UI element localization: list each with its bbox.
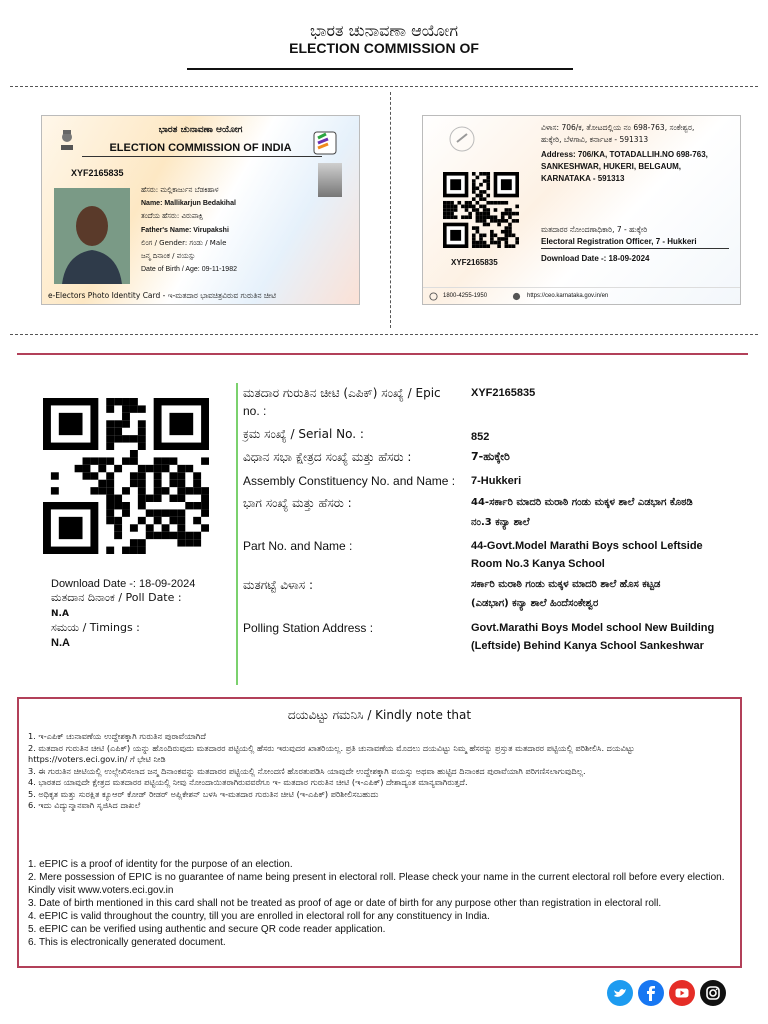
serial-label: ಕ್ರಮ ಸಂಖ್ಯೆ / Serial No. : (243, 427, 364, 441)
hologram-logo-icon (447, 124, 477, 154)
qr-code-small (443, 172, 519, 248)
person-photo-icon (54, 188, 130, 284)
serial-value: 852 (471, 431, 490, 443)
card-footer: e-Electors Photo Identity Card - ಇ-ಮತದಾರ ಭಾವಚಿತ್ರವಿರುವ ಗುರುತಿನ ಚೀಟಿ (48, 291, 276, 300)
note-en-item: 4. eEPIC is valid throughout the country, till you are enrolled in electoral roll for any constituency in India. (28, 911, 490, 922)
card-title-underline (82, 156, 322, 157)
poll-date-value: N.A (51, 609, 69, 619)
polling-address-kannada-cont: (ಎಡಭಾಗ) ಕನ್ಯಾ ಶಾಲೆ ಹಿಂದೆಸಂಕೇಶ್ವರ (471, 598, 599, 609)
voter-name-kannada: ಹೆಸರು: ಮಲ್ಲಿಕಾರ್ಜುನ ಬೆಡಕಿಹಾಳ (141, 186, 219, 194)
constituency-label-kannada: ವಿಧಾನ ಸಭಾ ಕ್ಷೇತ್ರದ ಸಂಖ್ಯೆ ಮತ್ತು ಹೆಸರು : (243, 450, 412, 464)
part-value: 44-Govt.Model Marathi Boys school Leftside (471, 540, 703, 552)
timings-label: ಸಮಯ / Timings : (51, 621, 140, 634)
constituency-value: 7-Hukkeri (471, 475, 522, 487)
title-underline (187, 68, 573, 70)
voter-photo-thumbnail (318, 163, 342, 197)
part-label-kannada: ಭಾಗ ಸಂಖ್ಯೆ ಮತ್ತು ಹೆಸರು : (243, 496, 352, 510)
card-title: ELECTION COMMISSION OF INDIA (109, 142, 292, 154)
globe-icon (512, 292, 521, 301)
ero-kannada: ಮತದಾರರ ನೋಂದಣಾಧಿಕಾರಿ, 7 - ಹುಕ್ಕೇರಿ (541, 225, 648, 234)
epic-value: XYF2165835 (471, 387, 536, 399)
note-en-item: 5. eEPIC can be verified using authentic and secure QR code reader application. (28, 924, 386, 935)
polling-address: Govt.Marathi Boys Model school New Building (471, 622, 715, 634)
note-en-item: 6. This is electronically generated document. (28, 937, 226, 948)
facebook-icon[interactable] (638, 980, 664, 1006)
part-value-kannada: 44-ಸರ್ಕಾರಿ ಮಾದರಿ ಮರಾಠಿ ಗಂಡು ಮಕ್ಕಳ ಶಾಲೆ ಎಡಭಾಗ ಕೊಠಡಿ (471, 497, 693, 508)
website-link[interactable]: https://ceo.karnataka.gov.in/en (527, 293, 609, 299)
date-of-birth: Date of Birth / Age: 09-11-1982 (141, 266, 237, 273)
page-title: ELECTION COMMISSION OF (289, 40, 479, 56)
ero-underline (541, 248, 729, 249)
twitter-icon[interactable] (607, 980, 633, 1006)
gender: ಲಿಂಗ / Gender: ಗಂಡು / Male (141, 239, 227, 247)
cut-line-top (10, 86, 758, 87)
note-kn-item: 6. ಇದು ವಿದ್ಯುನ್ಮಾನವಾಗಿ ಸೃಜಿಸಿದ ದಾಖಲೆ (28, 800, 141, 810)
father-name-kannada: ತಂದೆಯ ಹೆಸರು: ವಿರುಪಾಕ್ಷಿ (141, 212, 204, 220)
voter-name: Name: Mallikarjun Bedakihal (141, 200, 236, 207)
details-divider (236, 383, 238, 685)
address-kannada-line2: ಹುಕ್ಕೇರಿ, ಬೆಳಗಾವಿ, ಕರ್ನಾಟಕ - 591313 (541, 135, 649, 144)
constituency-value-kannada: 7-ಹುಕ್ಕೇರಿ (471, 450, 510, 463)
note-kn-item: 3. ಈ ಗುರುತಿನ ಚೀಟಿಯಲ್ಲಿ ಉಲ್ಲೇಖಿಸಲಾದ ಜನ್ಮ ದಿನಾಂಕವನ್ನು ಮತದಾರರ ಪಟ್ಟಿಯಲ್ಲಿ ನೋಂದಣಿ ಹೊರತುಪಡಿಸಿ ಯಾವುದೇ ಉದ್ದೇಶಕ್ಕಾಗಿ ವಯಸ್ಸು ಅಥವಾ ಹುಟ್ಟಿದ ದಿನಾಂಕದ ಪುರಾವೆಯಾಗಿ ಪರಿಗಣಿಸಲಾಗುವುದಿಲ್ಲ. (28, 765, 586, 776)
address-kannada-line1: ವಿಳಾಸ: 706/ಕ, ತೋಟದಲ್ಲಿಯ ನಂ 698-763, ಸಂಕೇಶ್ವರ, (541, 123, 695, 132)
epic-label-cont: no. : (243, 404, 267, 418)
notes-kannada (28, 731, 733, 812)
polling-address-cont: (Leftside) Behind Kanya School Sankeshwar (471, 640, 704, 652)
card-title-kannada: ಭಾರತ ಚುನಾವಣಾ ಆಯೋಗ (158, 125, 243, 135)
address-line2: SANKESHWAR, HUKERI, BELGAUM, (541, 162, 682, 171)
epic-card-back (422, 115, 741, 305)
poll-date-label: ಮತದಾನ ದಿನಾಂಕ / Poll Date : (51, 591, 182, 604)
part-value-cont: Room No.3 Kanya School (471, 558, 605, 570)
note-kn-item: 1. ಇ-ಎಪಿಕ್ ಚುನಾವಣೆಯ ಉದ್ದೇಶಕ್ಕಾಗಿ ಗುರುತಿನ ಪುರಾವೆಯಾಗಿದೆ (28, 731, 207, 741)
timings-value: N.A (51, 637, 70, 649)
part-value-kannada-cont: ನಂ.3 ಕನ್ಯಾ ಶಾಲೆ (471, 517, 530, 528)
instagram-icon[interactable] (700, 980, 726, 1006)
address-line1: Address: 706/KA, TOTADALLIH.NO 698-763, (541, 150, 708, 159)
note-en-item: 3. Date of birth mentioned in this card shall not be treated as proof of age or date of birth for any purpose other than registration in electoral roll. (28, 898, 662, 909)
page-title-kannada: ಭಾರತ ಚುನಾವಣಾ ಆಯೋಗ (309, 21, 459, 40)
qr-code (43, 398, 209, 554)
epic-label: ಮತದಾರ ಗುರುತಿನ ಚೀಟಿ (ಎಪಿಕ್) ಸಂಖ್ಯೆ / Epic (243, 386, 441, 400)
download-date: Download Date -: 18-09-2024 (51, 578, 196, 590)
epic-card-front (41, 115, 360, 305)
helpline-number: 1800-4255-1950 (443, 293, 488, 299)
cut-line-bottom (10, 334, 758, 335)
section-divider (17, 353, 748, 355)
polling-address-label: Polling Station Address : (243, 621, 374, 635)
contact-bar (423, 287, 740, 305)
phone-icon (429, 292, 438, 301)
note-en-item: 1. eEPIC is a proof of identity for the purpose of an election. (28, 859, 293, 870)
ero-title: Electoral Registration Officer, 7 - Hukkeri (541, 237, 697, 246)
note-kn-item: 4. ಭಾರತದ ಯಾವುದೇ ಕ್ಷೇತ್ರದ ಮತದಾರರ ಪಟ್ಟಿಯಲ್ಲಿ ನೀವು ನೋಂದಾಯಿತರಾಗಿರುವವರೆಗೂ ಇ- ಮತದಾರ ಗುರುತಿನ ಚೀಟಿ (ಇ-ಎಪಿಕ್) ದೇಶಾದ್ಯಂತ ಮಾನ್ಯವಾಗಿರುತ್ತದೆ. (28, 777, 468, 787)
polling-address-kannada: ಸರ್ಕಾರಿ ಮರಾಠಿ ಗಂಡು ಮಕ್ಕಳ ಮಾದರಿ ಶಾಲೆ ಹೊಸ ಕಟ್ಟಡ (471, 579, 661, 590)
address-line3: KARNATAKA - 591313 (541, 174, 625, 183)
note-kn-item: 2. ಮತದಾರ ಗುರುತಿನ ಚೀಟಿ (ಎಪಿಕ್) ಯನ್ನು ಹೊಂದಿರುವುದು ಮತದಾರರ ಪಟ್ಟಿಯಲ್ಲಿ ಹೆಸರು ಇರುವುದರ ಖಾತರಿಯಲ್ಲ. ಪ್ರತಿ ಚುನಾವಣೆಯ ಮೊದಲು ದಯವಿಟ್ಟು ನಿಮ್ಮ ಹೆಸರನ್ನು ಪ್ರಸ್ತುತ ಮತದಾರರ ಪಟ್ಟಿಯಲ್ಲಿ ಪರಿಶೀಲಿಸಿ. ದಯವಿಟ್ಟು https://voters.eci.gov.in/ ಗೆ ಭೇಟಿ ನೀಡಿ (28, 742, 635, 764)
download-date-back: Download Date -: 18-09-2024 (541, 254, 650, 263)
youtube-icon[interactable] (669, 980, 695, 1006)
eci-logo-icon (310, 128, 340, 158)
note-en-item: 2. Mere possession of EPIC is no guarantee of name being present in electoral roll. Please check your name in the current electoral roll before every election. Kindly visit www.voters.eci.gov.in (28, 872, 725, 896)
notes-box (17, 697, 742, 968)
part-label: Part No. and Name : (243, 539, 353, 553)
epic-number: XYF2165835 (71, 168, 124, 178)
epic-number-back: XYF2165835 (451, 258, 498, 267)
father-name: Father's Name: Virupakshi (141, 227, 229, 234)
polling-address-label-kannada: ಮತಗಟ್ಟೆ ವಿಳಾಸ : (243, 578, 314, 592)
cut-line-middle (390, 92, 391, 328)
notes-title: ದಯವಿಟ್ಟು ಗಮನಿಸಿ / Kindly note that (287, 708, 472, 722)
constituency-label: Assembly Constituency No. and Name : (243, 474, 456, 488)
note-kn-item: 5. ಅಧಿಕೃತ ಮತ್ತು ಸುರಕ್ಷಿತ ಕ್ಯೂಆರ್ ಕೋಡ್ ರೀಡರ್ ಅಪ್ಲಿಕೇಶನ್ ಬಳಸಿ ಇ-ಮತದಾರ ಗುರುತಿನ ಚೀಟಿ (ಇ-ಎಪಿಕ್) ಪರಿಶೀಲಿಸಬಹುದು (28, 788, 379, 799)
dob-label-kannada: ಜನ್ಮ ದಿನಾಂಕ / ವಯಸ್ಸು (141, 252, 196, 260)
voter-photo (54, 188, 130, 284)
notes-english (28, 858, 733, 949)
